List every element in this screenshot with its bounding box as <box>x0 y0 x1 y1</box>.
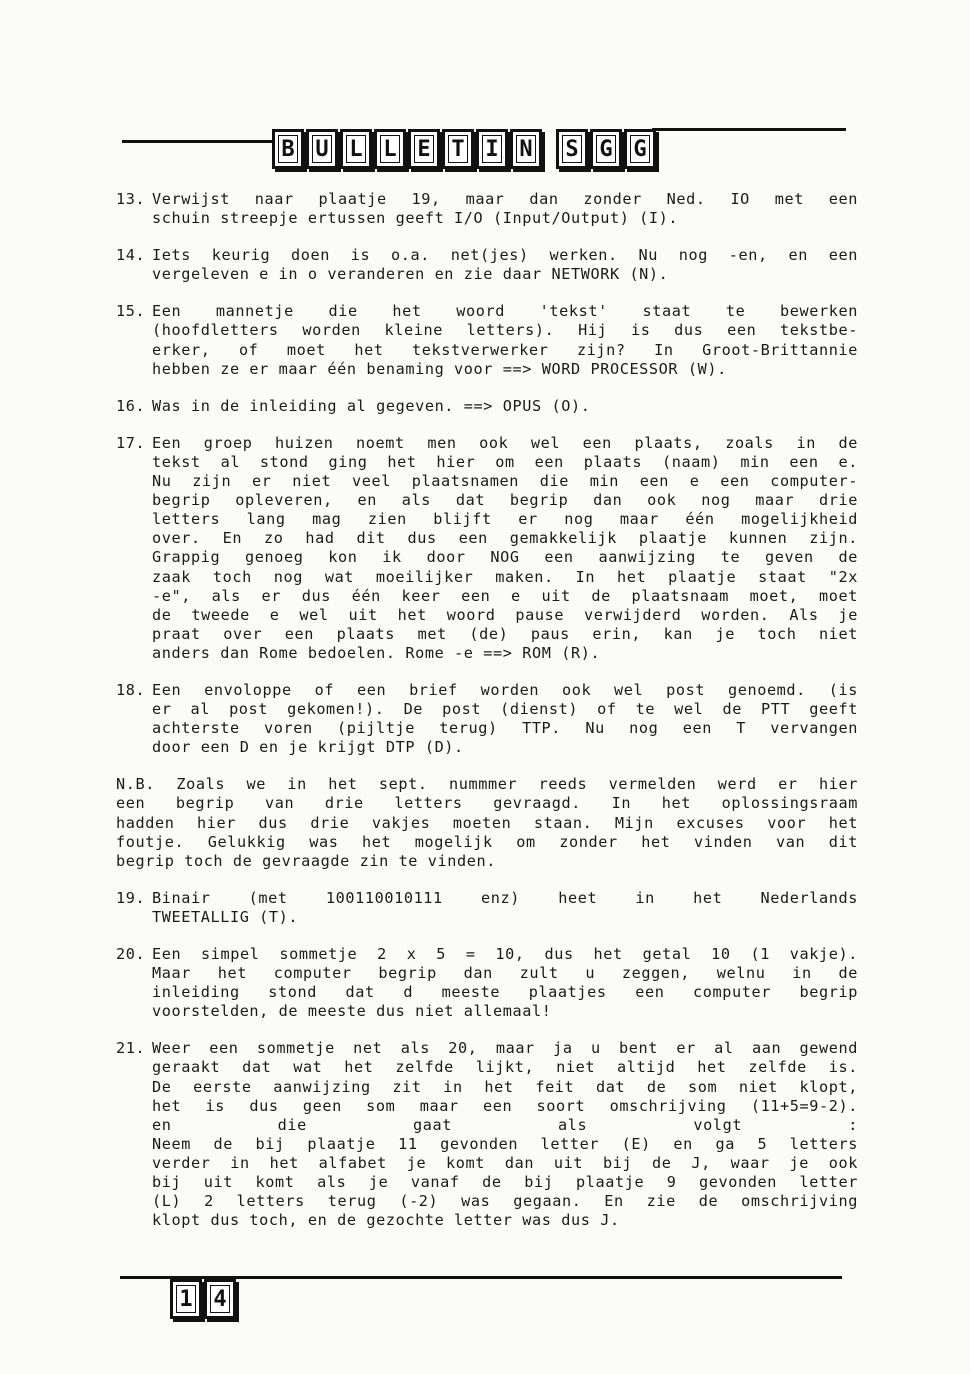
answer-line: de tweede e wel uit het woord pause verwijderd worden. Als je <box>152 605 858 624</box>
answer-entry <box>116 1039 858 1230</box>
answer-line: anders dan Rome bedoelen. Rome -e ==> ROM (R). <box>152 643 601 662</box>
answer-line: tekst al stond ging het hier om een plaats (naam) min een e. <box>152 452 858 471</box>
answer-line: erker, of moet het tekstverwerker zijn? In Groot-Brittannie <box>152 340 858 359</box>
article-body <box>116 190 858 1248</box>
banner-letter-tile: G <box>590 129 622 169</box>
banner-letter-tile: U <box>306 129 338 169</box>
answer-entry <box>116 397 858 416</box>
banner-letter-tile: L <box>340 129 372 169</box>
header-rule-left <box>122 140 272 143</box>
header-rule-right <box>652 128 846 131</box>
answer-number: 13. <box>116 190 146 208</box>
answer-entry <box>116 190 858 228</box>
page-digit-tile: 4 <box>204 1279 236 1319</box>
answer-line: achterste voren (pijltje terug) TTP. Nu nog een T vervangen <box>152 719 858 738</box>
note-line: hadden hier dus drie vakjes moeten staan. Mijn excuses voor het <box>116 813 858 832</box>
page-digit-tile: 1 <box>170 1279 202 1319</box>
answer-line: Was in de inleiding al gegeven. ==> OPUS (O). <box>152 396 591 415</box>
answer-number: 18. <box>116 680 146 699</box>
answer-line: door een D en je krijgt DTP (D). <box>152 738 464 757</box>
answer-number: 16. <box>116 396 146 415</box>
answer-line: De eerste aanwijzing zit in het feit dat de som niet klopt, <box>152 1077 858 1096</box>
note-line: begrip toch de gevraagde zin te vinden. <box>116 851 497 870</box>
answer-number: 17. <box>116 433 146 452</box>
banner-letter-tile: S <box>556 129 588 169</box>
answer-entry <box>116 302 858 378</box>
banner-letter-tile: G <box>624 129 656 169</box>
answer-number: 15. <box>116 302 146 321</box>
answer-line: schuin streepje ertussen geeft I/O (Input/Output) (I). <box>152 209 679 228</box>
answer-line: Een groep huizen noemt men ook wel een plaats, zoals in de <box>152 433 858 452</box>
note-line: een begrip van drie letters gevraagd. In het oplossingsraam <box>116 794 858 813</box>
answer-line: (L) 2 letters terug (-2) was gegaan. En zie de omschrijving <box>152 1192 858 1211</box>
answer-line: Weer een sommetje net als 20, maar ja u bent er al aan gewend <box>152 1039 858 1058</box>
answer-line: voorstelden, de meeste dus niet allemaal! <box>152 1002 552 1021</box>
answer-line: TWEETALLIG (T). <box>152 907 299 926</box>
answer-line: (hoofdletters worden kleine letters). Hij is dus een tekstbe- <box>152 321 858 340</box>
banner-letter-tile: I <box>476 129 508 169</box>
answer-line: Een simpel sommetje 2 x 5 = 10, dus het getal 10 (1 vakje). <box>152 945 858 963</box>
banner-letter-tile: B <box>272 129 304 169</box>
answer-number: 19. <box>116 888 146 907</box>
note-line: foutje. Gelukkig was het mogelijk om zonder het vinden van dit <box>116 832 858 851</box>
answer-entry <box>116 681 858 757</box>
answer-entry <box>116 889 858 927</box>
answer-line: zaak toch nog wat moeilijker maken. In het plaatje staat "2x <box>152 567 858 586</box>
answer-line: Een envoloppe of een brief worden ook wel post genoemd. (is <box>152 680 858 699</box>
answer-line: er al post gekomen!). De post (dienst) of te wel de PTT geeft <box>152 700 858 719</box>
note-line: N.B. Zoals we in het sept. nummmer reeds vermelden werd er hier <box>116 775 858 794</box>
answer-number: 20. <box>116 945 146 963</box>
answer-line: vergeleven e in o veranderen en zie daar NETWORK (N). <box>152 265 669 284</box>
answer-line: verder in het alfabet je komt dan uit bij de J, waar je ook <box>152 1153 858 1172</box>
answer-line: praat over een plaats met (de) paus erin, kan je toch niet <box>152 624 858 643</box>
banner-letter-tile: L <box>374 129 406 169</box>
answer-line: over. En zo had dit dus een gemakkelijk plaatje kunnen zijn. <box>152 529 858 548</box>
answer-line: klopt dus toch, en de gezochte letter was dus J. <box>152 1211 620 1230</box>
answer-line: bij uit komt als je vanaf de bij plaatje 9 gevonden letter <box>152 1173 858 1192</box>
answer-line: inleiding stond dat d meeste plaatjes een computer begrip <box>152 983 858 1002</box>
answer-line: en die gaat als volgt : <box>152 1115 858 1134</box>
answer-number: 21. <box>116 1039 146 1058</box>
answer-list-2 <box>116 889 858 1231</box>
answer-line: letters lang mag zien blijft er nog maar één mogelijkheid <box>152 510 858 529</box>
answer-line: Een mannetje die het woord 'tekst' staat te bewerken <box>152 302 858 321</box>
banner-letter-tile: N <box>510 129 542 169</box>
answer-line: Verwijst naar plaatje 19, maar dan zonder Ned. IO met een <box>152 190 858 208</box>
answer-line: -e", als er dus één keer een e uit de plaatsnaam moet, moet <box>152 586 858 605</box>
answer-list-1 <box>116 190 858 757</box>
answer-line: Nu zijn er niet veel plaatsnamen die min een e een computer- <box>152 472 858 491</box>
answer-line: Maar het computer begrip dan zult u zeggen, welnu in de <box>152 964 858 983</box>
answer-line: Grappig genoeg kon ik door NOG een aanwijzing te geven de <box>152 548 858 567</box>
page-number <box>170 1279 236 1319</box>
answer-entry <box>116 434 858 663</box>
answer-entry <box>116 945 858 1021</box>
banner-letter-tile: E <box>408 129 440 169</box>
answer-line: het is dus geen som maar een soort omschrijving (11+5=9-2). <box>152 1096 858 1115</box>
bulletin-banner <box>272 129 656 169</box>
answer-line: hebben ze er maar één benaming voor ==> WORD PROCESSOR (W). <box>152 359 727 378</box>
answer-line: Binair (met 100110010111 enz) heet in het Nederlands <box>152 888 858 907</box>
answer-entry <box>116 246 858 284</box>
answer-line: begrip opleveren, en als dat begrip dan ook nog maar drie <box>152 491 858 510</box>
answer-line: Neem de bij plaatje 11 gevonden letter (E) en ga 5 letters <box>152 1134 858 1153</box>
banner-letter-tile: T <box>442 129 474 169</box>
answer-line: Iets keurig doen is o.a. net(jes) werken. Nu nog -en, en een <box>152 246 858 265</box>
answer-line: geraakt dat wat het zelfde lijkt, niet altijd het zelfde is. <box>152 1058 858 1077</box>
answer-number: 14. <box>116 246 146 265</box>
nb-note <box>116 775 858 870</box>
